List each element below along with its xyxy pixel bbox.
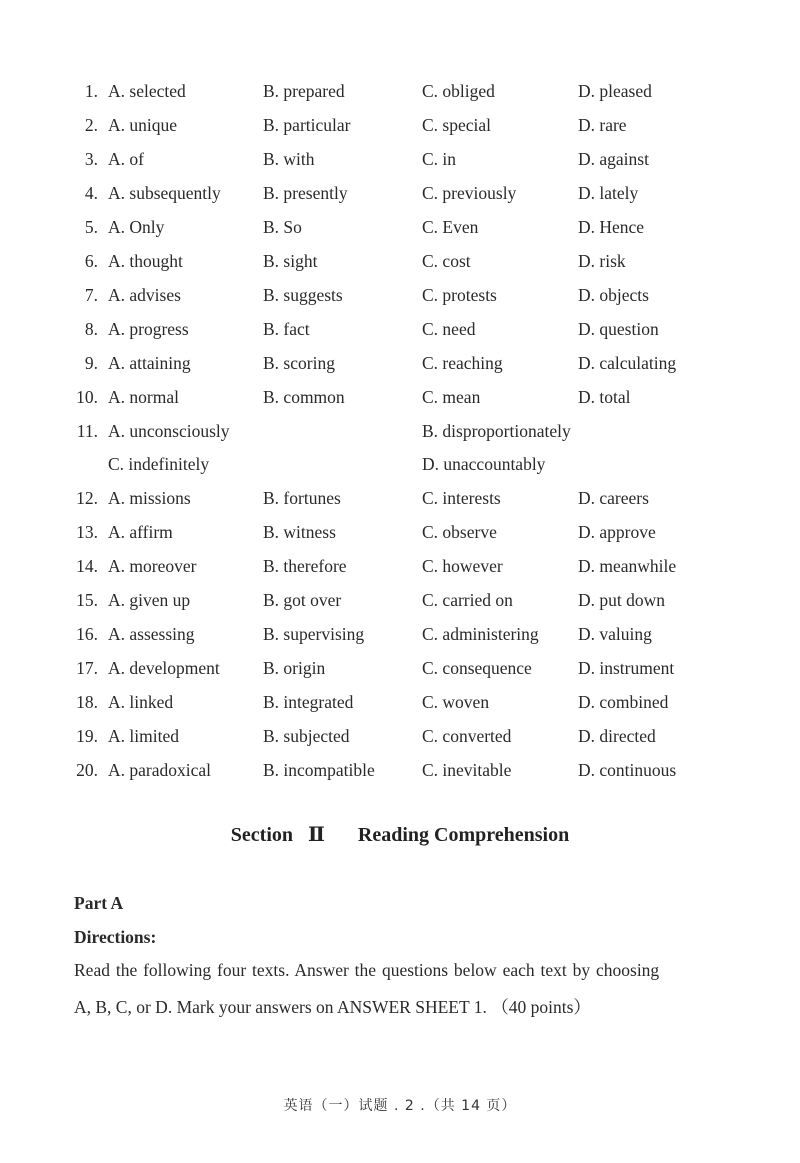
question-row-18: [0, 689, 800, 715]
question-row-14: [0, 553, 800, 579]
question-number: 8.: [84, 319, 98, 339]
option-a: A. linked: [108, 692, 174, 712]
option-a: A. limited: [108, 726, 179, 746]
question-number: 2.: [84, 115, 98, 135]
question-row-2: [0, 112, 800, 138]
question-row-16: [0, 621, 800, 647]
question-number: 4.: [84, 183, 98, 203]
option-d: D. total: [578, 387, 631, 407]
question-number: 1.: [84, 81, 98, 101]
option-d: D. unaccountably: [422, 454, 546, 474]
question-row-17: [0, 655, 800, 681]
option-a: A. progress: [108, 319, 189, 339]
option-c: C. in: [422, 149, 457, 169]
question-row-1: [0, 78, 800, 104]
option-d: D. instrument: [578, 658, 675, 678]
option-b: B. particular: [263, 115, 351, 135]
directions-text-line-2: A, B, C, or D. Mark your answers on ANSWER SHEET 1. （40 points）: [74, 997, 591, 1017]
question-row-20: [0, 757, 800, 783]
option-a: A. unique: [108, 115, 178, 135]
question-number: 12.: [76, 488, 98, 508]
option-a: A. missions: [108, 488, 191, 508]
option-c: C. need: [422, 319, 476, 339]
option-a: A. assessing: [108, 624, 195, 644]
page-footer: 英语（一）试题 . 2 .（共 14 页）: [283, 1098, 517, 1114]
option-c: C. Even: [422, 217, 479, 237]
question-row-5: [0, 214, 800, 240]
option-c: C. interests: [422, 488, 501, 508]
option-b: B. fact: [263, 319, 310, 339]
option-c: C. indefinitely: [108, 454, 210, 474]
question-number: 18.: [76, 692, 98, 712]
option-a: A. moreover: [108, 556, 197, 576]
option-a: A. affirm: [108, 522, 173, 542]
question-number: 17.: [76, 658, 98, 678]
question-number: 16.: [76, 624, 98, 644]
option-a: A. Only: [108, 217, 165, 237]
question-number: 3.: [84, 149, 98, 169]
question-row-9: [0, 350, 800, 376]
option-b: B. with: [263, 149, 315, 169]
question-number: 5.: [84, 217, 98, 237]
option-b: B. witness: [263, 522, 336, 542]
option-b: B. origin: [263, 658, 326, 678]
option-b: B. common: [263, 387, 345, 407]
question-number: 20.: [76, 760, 98, 780]
section-heading: [0, 822, 800, 847]
option-d: D. put down: [578, 590, 666, 610]
option-d: D. directed: [578, 726, 656, 746]
option-d: D. continuous: [578, 760, 677, 780]
option-c: C. previously: [422, 183, 517, 203]
option-a: A. advises: [108, 285, 181, 305]
option-c: C. converted: [422, 726, 512, 746]
option-d: D. objects: [578, 285, 649, 305]
question-number: 6.: [84, 251, 98, 271]
question-row-3: [0, 146, 800, 172]
option-c: C. protests: [422, 285, 497, 305]
option-a: A. normal: [108, 387, 179, 407]
option-c: C. however: [422, 556, 503, 576]
option-d: D. risk: [578, 251, 626, 271]
option-d: D. question: [578, 319, 659, 339]
option-b: B. integrated: [263, 692, 354, 712]
question-row-11: [0, 418, 800, 444]
question-row-10: [0, 384, 800, 410]
option-a: A. attaining: [108, 353, 191, 373]
option-c: C. consequence: [422, 658, 532, 678]
option-a: A. subsequently: [108, 183, 221, 203]
section-title: Reading Comprehension: [357, 824, 570, 846]
option-c: C. inevitable: [422, 760, 512, 780]
option-d: D. valuing: [578, 624, 652, 644]
option-b: B. scoring: [263, 353, 335, 373]
option-c: C. administering: [422, 624, 539, 644]
option-d: D. combined: [578, 692, 669, 712]
option-b: B. incompatible: [263, 760, 375, 780]
option-c: C. cost: [422, 251, 471, 271]
section-numeral: Ⅱ: [308, 824, 325, 846]
question-number: 7.: [84, 285, 98, 305]
option-c: C. woven: [422, 692, 490, 712]
question-number: 19.: [76, 726, 98, 746]
question-number: 9.: [84, 353, 98, 373]
question-row-13: [0, 519, 800, 545]
question-row-6: [0, 248, 800, 274]
question-row-12: [0, 485, 800, 511]
option-a: A. of: [108, 149, 144, 169]
question-number: 14.: [76, 556, 98, 576]
option-c: C. reaching: [422, 353, 503, 373]
part-heading: Part A: [74, 893, 124, 913]
option-d: D. calculating: [578, 353, 677, 373]
option-d: D. Hence: [578, 217, 645, 237]
option-c: C. special: [422, 115, 492, 135]
option-b: B. So: [263, 217, 302, 237]
directions-text-line-1: Read the following four texts. Answer the questions below each text by choosing: [74, 960, 660, 980]
option-b: B. suggests: [263, 285, 343, 305]
question-row-8: [0, 316, 800, 342]
option-a: A. thought: [108, 251, 183, 271]
option-d: D. against: [578, 149, 649, 169]
option-d: D. rare: [578, 115, 627, 135]
option-b: B. subjected: [263, 726, 350, 746]
option-d: D. lately: [578, 183, 639, 203]
option-a: A. given up: [108, 590, 191, 610]
question-row-15: [0, 587, 800, 613]
question-number: 11.: [76, 421, 98, 441]
option-d: D. pleased: [578, 81, 652, 101]
question-row-7: [0, 282, 800, 308]
question-number: 10.: [76, 387, 98, 407]
question-row-19: [0, 723, 800, 749]
section-label: Section: [230, 824, 294, 846]
question-row-11-continued: [0, 451, 800, 477]
option-c: C. obliged: [422, 81, 495, 101]
option-b: B. fortunes: [263, 488, 341, 508]
option-b: B. disproportionately: [422, 421, 571, 441]
option-d: D. meanwhile: [578, 556, 677, 576]
question-row-4: [0, 180, 800, 206]
option-b: B. got over: [263, 590, 342, 610]
option-a: A. selected: [108, 81, 186, 101]
option-c: C. carried on: [422, 590, 513, 610]
option-b: B. presently: [263, 183, 348, 203]
option-d: D. careers: [578, 488, 649, 508]
directions-label: Directions:: [74, 927, 157, 947]
option-a: A. paradoxical: [108, 760, 212, 780]
question-number: 13.: [76, 522, 98, 542]
option-a: A. development: [108, 658, 220, 678]
option-d: D. approve: [578, 522, 656, 542]
option-a: A. unconsciously: [108, 421, 230, 441]
question-number: 15.: [76, 590, 98, 610]
option-b: B. sight: [263, 251, 318, 271]
option-b: B. supervising: [263, 624, 365, 644]
option-c: C. observe: [422, 522, 497, 542]
option-b: B. therefore: [263, 556, 347, 576]
option-c: C. mean: [422, 387, 481, 407]
option-b: B. prepared: [263, 81, 345, 101]
